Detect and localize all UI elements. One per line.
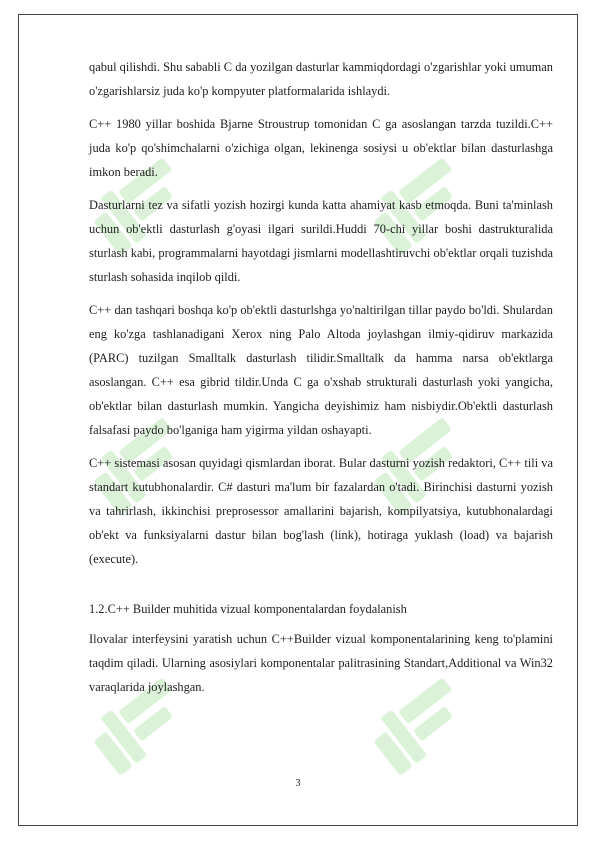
paragraph: Dasturlarni tez va sifatli yozish hozirgi kunda katta ahamiyat kasb etmoqda. Buni ta'minlash uchun ob'ektli dasturlash g'oyasi ilgari surildi.Huddi 70-chi yillar boshi dastrukturalida sturlash kabi, programmalarni hayotdagi jismlarni modellashtiruvchi ob'ektlar orqali tuzishda sturlash sohasida inqilob qildi. xyxy=(89,198,553,284)
paragraph: C++ 1980 yillar boshida Bjarne Stroustrup tomonidan C ga asoslangan tarzda tuzildi.C++ juda ko'p qo'shimchalarni o'zichiga olgan, lekinenga sosiysi u ob'ektlar bilan dasturlashga imkon beradi. xyxy=(89,117,553,179)
paragraph: qabul qilishdi. Shu sababli C da yozilgan dasturlar kammiqdordagi o'zgarishlar yoki umuman o'zgarishlarsiz juda ko'p kompyuter platformalarida ishlaydi. xyxy=(89,60,553,98)
document-body xyxy=(89,55,553,708)
paragraph: C++ sistemasi asosan quyidagi qismlardan iborat. Bular dasturni yozish redaktori, C++ tili va standart kutubhonalardir. C# dasturi ma'lum bir fazalardan o'tadi. Birinchisi dasturni yozish va tahrirlash, ikkinchisi preprosessor amallarini bajarish, kompilyatsiya, kutubhonalardagi ob'ekt va funksiyalarni dastur bilan bog'lash (link), hotiraga yuklash (load) va bajarish (execute). xyxy=(89,456,553,566)
spacer xyxy=(89,577,553,597)
page-number: 3 xyxy=(295,778,301,789)
paragraph: Ilovalar interfeysini yaratish uchun C++Builder vizual komponentalarining keng to'plamini taqdim qiladi. Ularning asosiylari komponentalar palitrasining Standart,Additional va Win32 varaqlarida joylashgan. xyxy=(89,632,553,694)
section-heading: 1.2.C++ Builder muhitida vizual komponentalardan foydalanish xyxy=(89,602,407,616)
paragraph: C++ dan tashqari boshqa ko'p ob'ektli dasturlshga yo'naltirilgan tillar paydo bo'ldi. Shulardan eng ko'zga tashlanadigani Xerox ning Palo Altoda joylashgan ilmiy-qidiruv markazida (PARC) tuzilgan Smalltalk dasturlash tilidir.Smalltalk da hamma narsa ob'ektlarga asoslangan. C++ esa gibrid tildir.Unda C ga o'xshab strukturali dasturlash yoki yangicha, ob'ektlar bilan dasturlash mumkin. Yangicha deyishimiz ham nisbiydir.Ob'ektli dasturlash falsafasi paydo bo'lganiga ham yigirma yildan oshayapti. xyxy=(89,303,553,437)
